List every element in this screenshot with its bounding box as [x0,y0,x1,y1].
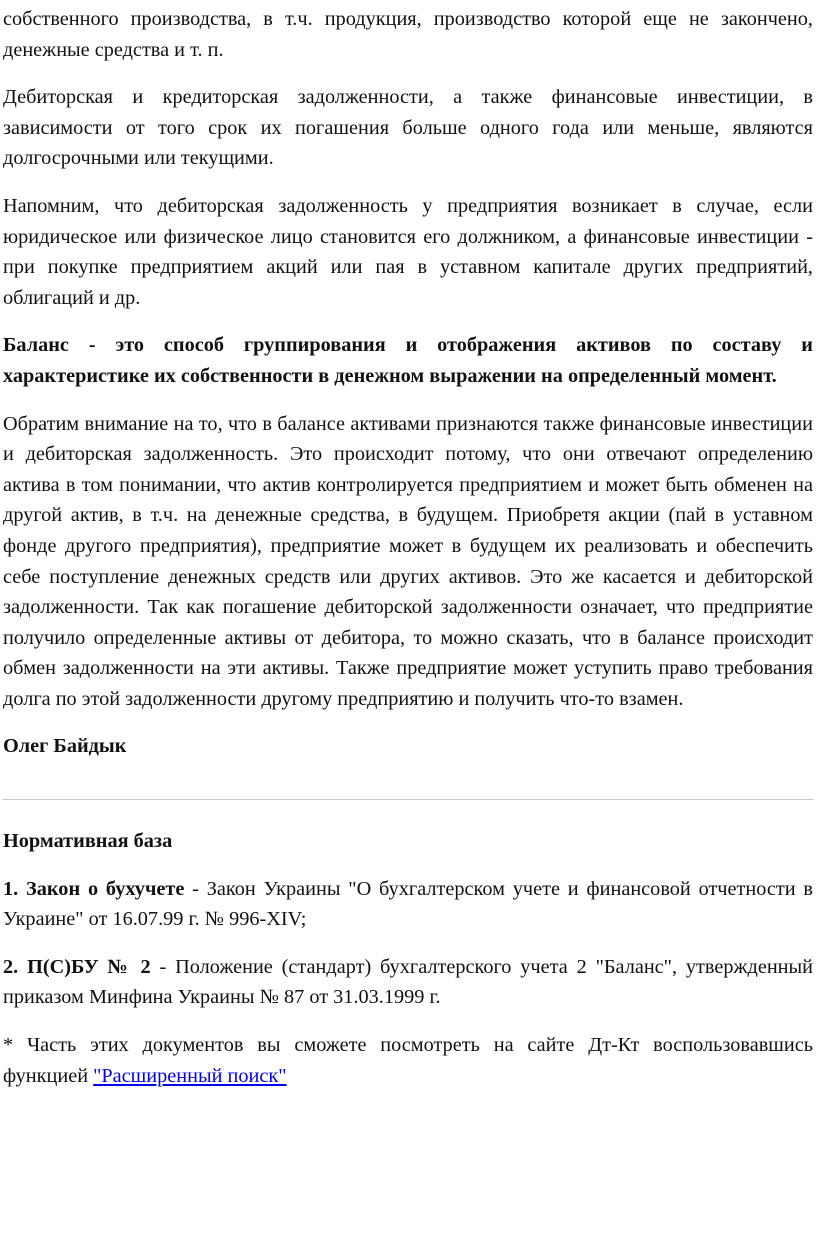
normative-item-1-text: - Закон Украины "О бухгалтерском учете и финансовой отчетности в Украине" от 16.07.99 г. № 996-XIV; [3,877,813,931]
normative-base-title: Нормативная база [3,830,173,853]
normative-item-2 [3,952,813,1013]
footnote-text: * Часть этих документов вы сможете посмотреть на сайте Дт-Кт воспользовавшись функцией [3,1034,813,1087]
normative-item-1-label: 1. Закон о бухучете [3,877,185,900]
paragraph-assets-explanation: Обратим внимание на то, что в балансе активами признаются также финансовые инвестиции и дебиторская задолженность. Это происходит потому, что они отвечают определению актива в том понимании, что актив контролируется предприятием и может быть обменен на другой актив, в т.ч. на денежные средства, в будущем. Приобретя акции (пай в уставном фонде другого предприятия), предприятие может в будущем их реализовать и обеспечить себе поступление денежных средств или других активов. Это же касается и дебиторской задолженности. Так как погашение дебиторской задолженности означает, что предприятие получило определенные активы от дебитора, то можно сказать, что в балансе происходит обмен задолженности на эти активы. Также предприятие может уступить право требования долга по этой задолженности другому предприятию и получить что-то взамен. [3,412,813,710]
author-name: Олег Байдык [3,735,127,758]
paragraph-receivables-payables: Дебиторская и кредиторская задолженности, а также финансовые инвестиции, в зависимости от того срок их погашения больше одного года или меньше, являются долгосрочными или текущими. [3,86,813,170]
normative-item-2-label: 2. П(С)БУ № 2 [3,955,151,978]
normative-item-1 [3,874,813,935]
paragraph-receivables-definition: Напомним, что дебиторская задолженность у предприятия возникает в случае, если юридическое или физическое лицо становится его должником, а финансовые инвестиции - при покупке предприятием акций или пая в уставном капитале других предприятий, облигаций и др. [3,194,813,309]
section-divider [3,799,813,800]
paragraph-balance-definition: Баланс - это способ группирования и отображения активов по составу и характеристике их собственности в денежном выражении на определенный момент. [3,334,813,387]
footnote [3,1030,813,1091]
advanced-search-link[interactable]: "Расширенный поиск" [93,1064,287,1087]
paragraph-continuation: собственного производства, в т.ч. продукция, производство которой еще не закончено, денежные средства и т. п. [3,8,813,61]
normative-item-2-text: - Положение (стандарт) бухгалтерского учета 2 "Баланс", утвержденный приказом Минфина Украины № 87 от 31.03.1999 г. [3,955,814,1009]
